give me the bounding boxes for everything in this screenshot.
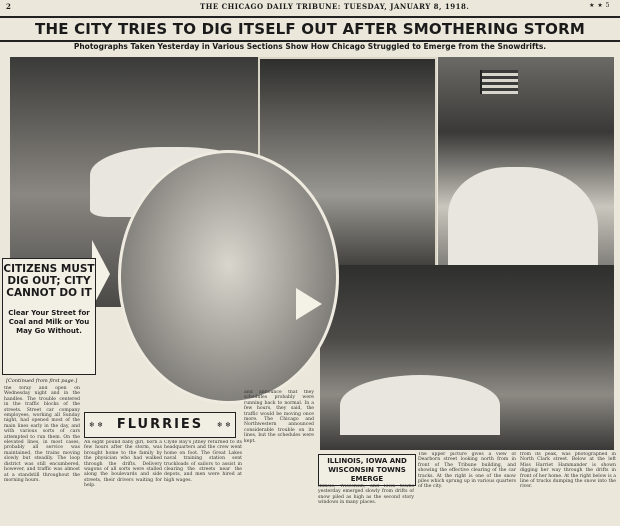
flag-icon <box>480 70 518 94</box>
citizens-subheading: Clear Your Street for Coal and Milk or You May Go Without. <box>8 309 90 335</box>
arrow-right-icon <box>296 288 322 320</box>
photo-woman-digging <box>118 150 339 404</box>
snow-pile <box>340 375 500 435</box>
page-subhead: Photographs Taken Yesterday in Various Sections Show How Chicago Struggled to Emerge from the Snowdrifts. <box>73 42 547 51</box>
article-column: Clyde Bay's jitney returned to its headquarters and the crew went home on foot. The Great Lakes naval training station sent truckloads of sailors to assist in clearing the streets near the depots, and men were hired at high wages. <box>164 440 242 483</box>
article-column: and announce that they schedules probably were running back to normal. In a few hours, they said, the traffic would be moving once more. The Chicago and Northwestern announced considerable trouble on its lines, but the schedules were kept. <box>244 390 314 444</box>
photo-trucks-dumping-snow <box>320 265 614 450</box>
illinois-heading: ILLINOIS, IOWA AND WISCONSIN TOWNS EMERGE <box>318 454 416 486</box>
photo-caption: The upper picture gives a view of Dearborn street looking north from in front of The Tribune building, and showing the effective clearing of the car tracks. At the right is one of the snow piles which sprung up in various quarters of the city. <box>418 452 516 490</box>
masthead <box>0 2 620 14</box>
article-column: Illinois, Wisconsin, and Iowa towns yesterday emerged slowly from drifts of snow piled as high as the second story windows in many places. <box>318 484 414 506</box>
photo-caption: from its peak, was photographed in North Clark street. Below at the left Miss Harriet Hammander is shown digging her way through the drifts in front of her home. At the right below is a line of trucks dumping the snow into the river. <box>520 452 616 490</box>
citizens-dig-out-box <box>2 258 96 375</box>
flurries-heading: ❄ ❄ FLURRIES ❄ ❄ <box>84 412 236 438</box>
continued-label: [Continued from first page.] <box>6 378 78 384</box>
dateline: THE CHICAGO DAILY TRIBUNE: TUESDAY, JANUARY 8, 1918. <box>200 2 470 11</box>
page-number: 2 <box>6 2 12 11</box>
page-headline: THE CITY TRIES TO DIG ITSELF OUT AFTER SMOTHERING STORM <box>0 16 620 42</box>
citizens-heading: CITIZENS MUST DIG OUT; CITY CANNOT DO IT <box>3 263 95 299</box>
article-column: the foray and open on Wednesday night and in the handles. The trouble centered in the traffic blocks of the streets. Street car company employees, working all Sunday night, had opened most of the main lines early in the day, and with various sorts of cars attempted to run them. On the elevated lines, in most cases, probably all service was maintained, the trains moving slowly but steadily. The loop district was still encumbered, however, and traffic was almost at a standstill throughout the morning hours. <box>4 386 80 483</box>
edition-stars: ★ ★ 5 <box>589 2 610 9</box>
article-column: An eight pound baby girl, born a few hours after the storm, was brought home to the family by the physician who had walked through the drifts. Delivery wagons of all sorts were stalled along the boulevards and side streets, their drivers waiting for help. <box>84 440 162 489</box>
